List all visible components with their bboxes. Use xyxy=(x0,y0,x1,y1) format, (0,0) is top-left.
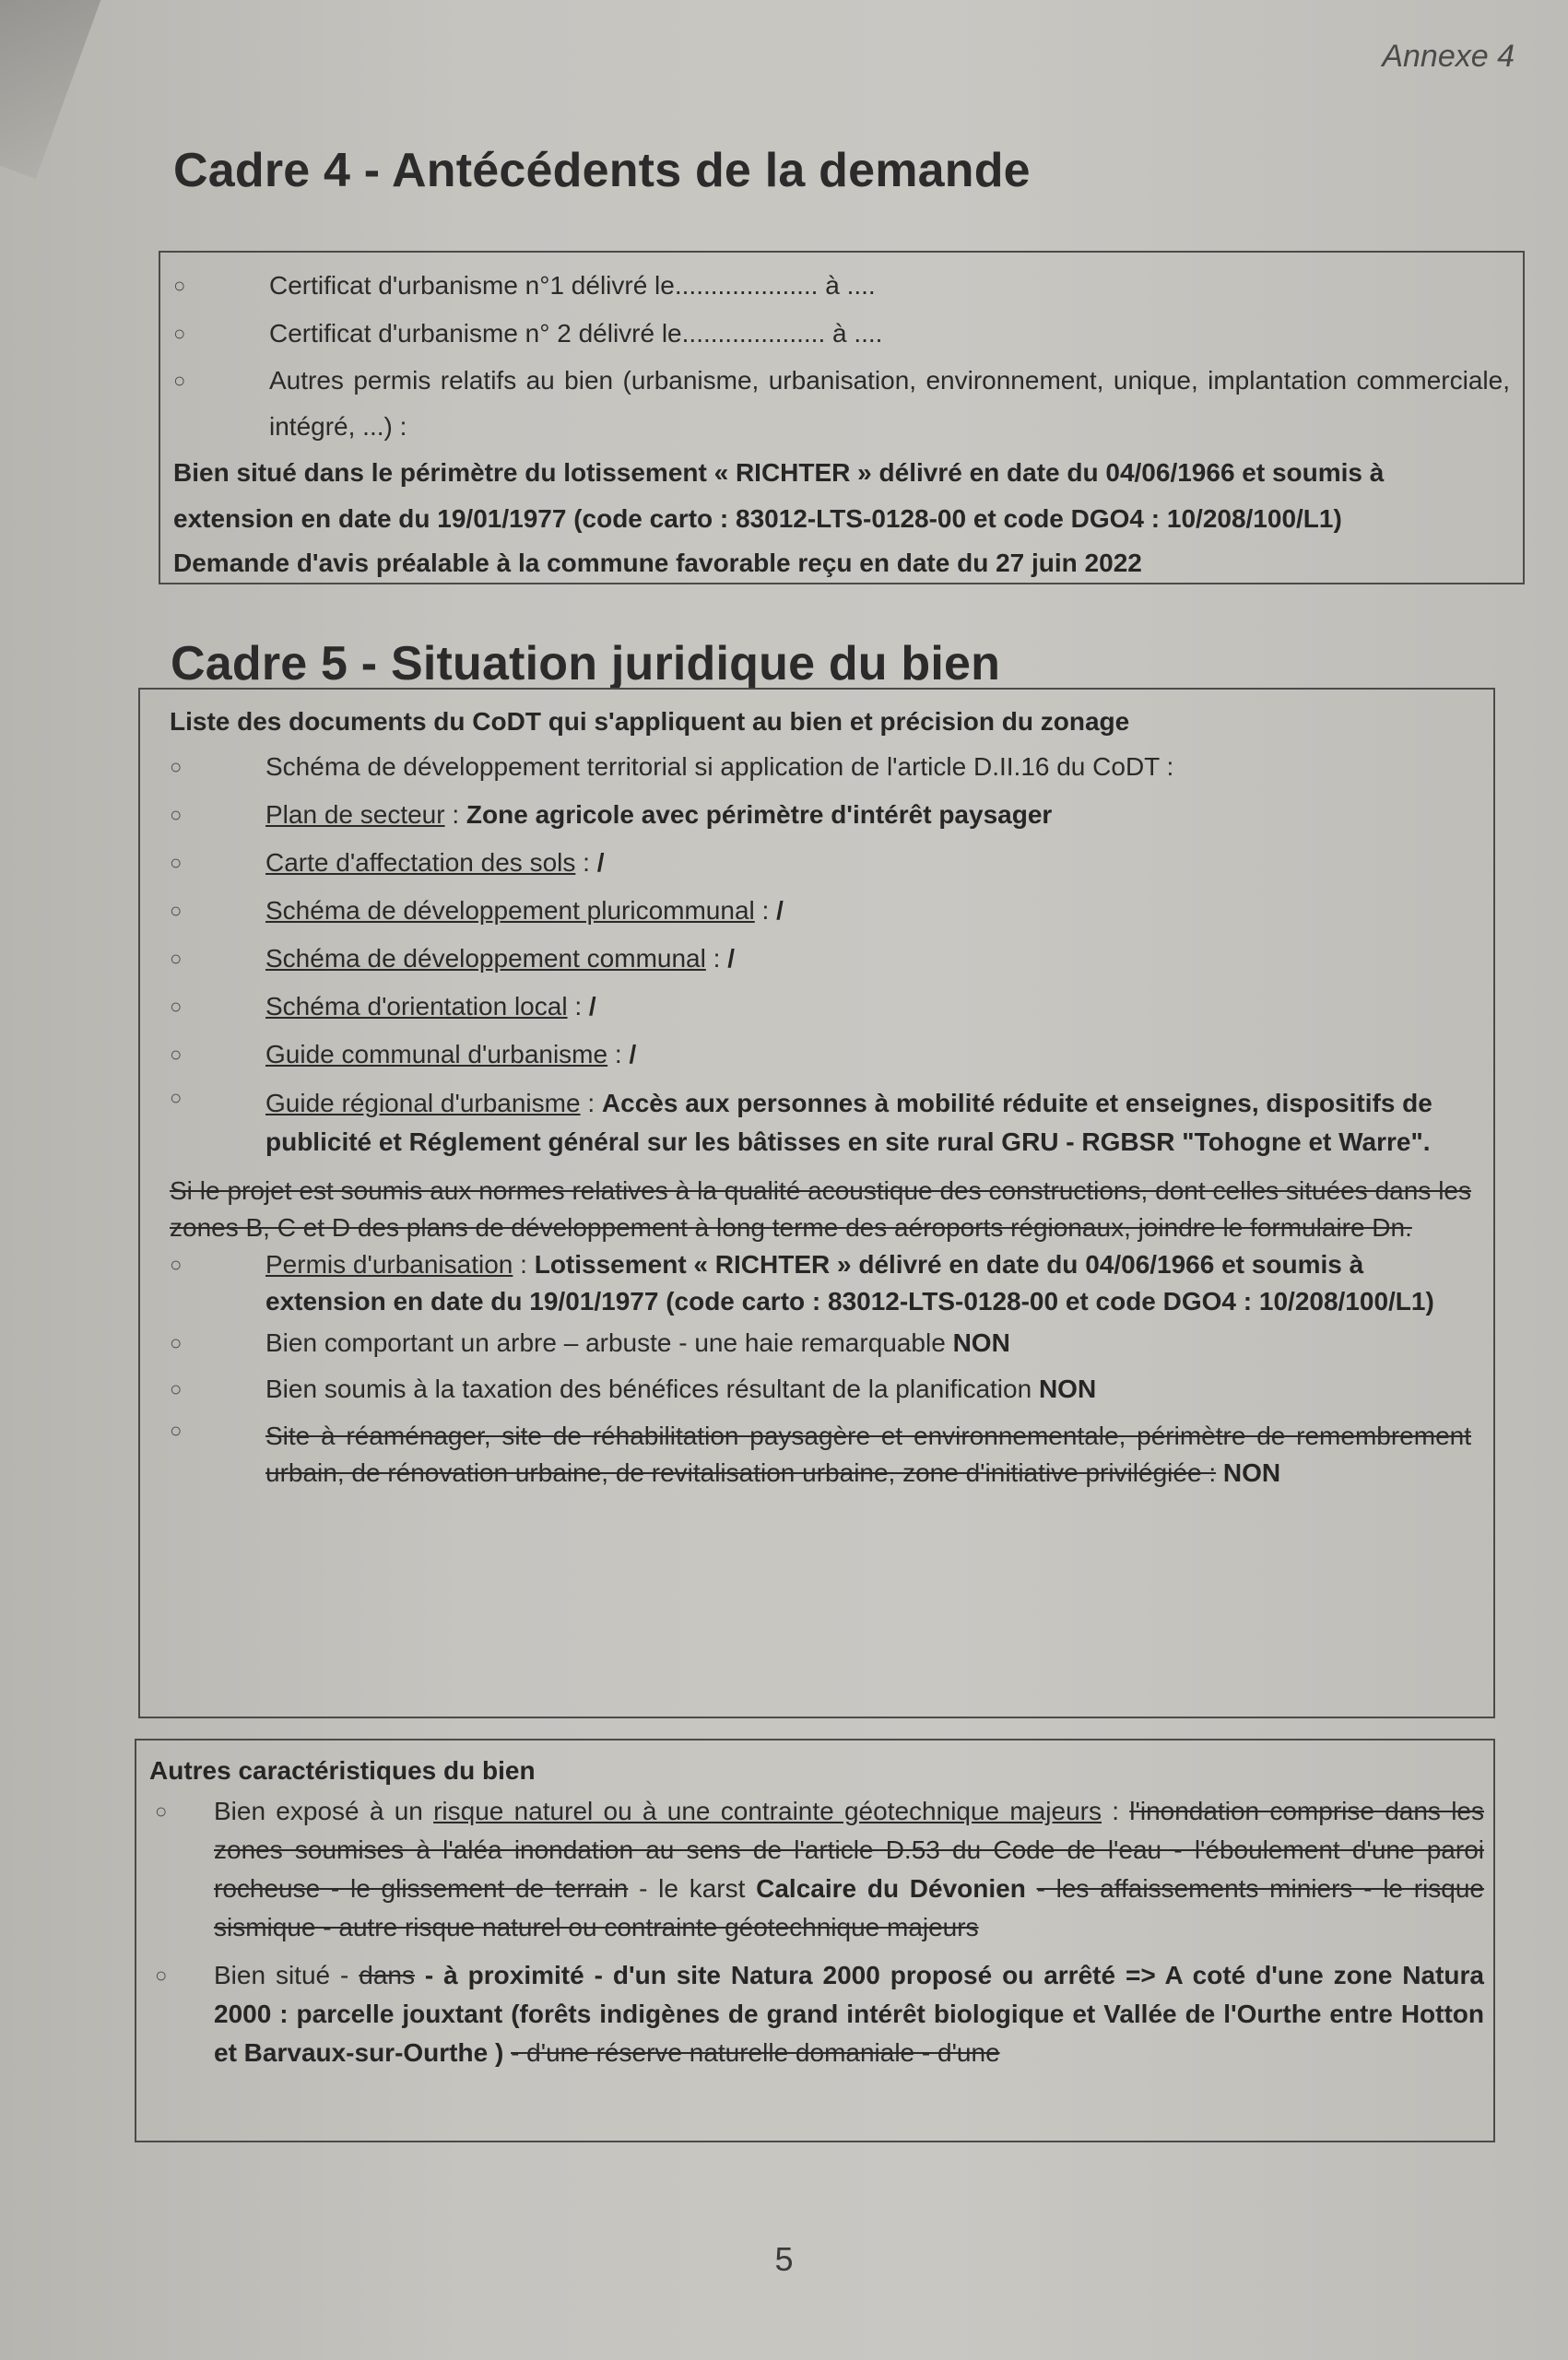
doc-label: Guide régional d'urbanisme xyxy=(265,1089,581,1117)
annex-label: Annexe 4 xyxy=(1382,39,1515,74)
list-item xyxy=(173,262,1510,310)
list-item-text: Certificat d'urbanisme n° 2 délivré le.................... à .... xyxy=(269,319,883,348)
risque-struck-2: - les affaissements miniers - le risque sismique - autre risque naturel ou contrainte géotechnique majeurs xyxy=(214,1874,1484,1941)
list-item xyxy=(149,1956,1484,2072)
bullet-icon: ○ xyxy=(170,947,183,970)
list-item: ○ Carte d'affectation des sols : / xyxy=(170,839,1471,887)
list-item: ○ Bien exposé à un risque naturel ou à une contrainte géotechnique majeurs : l'inondation comprise dans les zones soumises à l'aléa inondation au sens de l'article D.53 du Code de l'eau - l'éboulement d'une paroi rocheuse - le glissement de terrain - le karst Calcaire du Dévonien - les affaissements miniers - le risque sismique - autre risque naturel ou contrainte géotechnique majeurs xyxy=(149,1792,1484,1947)
bullet-icon: ○ xyxy=(170,1086,183,1109)
bullet-icon: ○ xyxy=(170,1331,183,1354)
bullet-icon: ○ xyxy=(170,1043,183,1066)
bullet-icon: ○ xyxy=(173,322,186,345)
doc-label: Schéma de développement communal xyxy=(265,944,706,973)
item-value: NON xyxy=(1038,1375,1097,1403)
doc-value: Accès aux personnes à mobilité réduite et enseignes, dispositifs de publicité et Réglement général sur les bâtisses en site rural GRU - RGBSR "Tohogne et Warre". xyxy=(265,1089,1432,1156)
doc-label: Schéma de développement pluricommunal xyxy=(265,896,755,925)
item-value: NON xyxy=(1222,1458,1281,1487)
doc-value: / xyxy=(588,992,596,1021)
doc-label: Carte d'affectation des sols xyxy=(265,848,576,877)
bullet-icon: ○ xyxy=(170,995,183,1018)
list-item-text: Autres permis relatifs au bien (urbanisme, urbanisation, environnement, unique, implantation commerciale, intégré, ...) : xyxy=(269,366,1510,441)
natura-struck-2: - d'une réserve naturelle domaniale - d'une xyxy=(511,2038,1000,2067)
list-item: ○ Guide régional d'urbanisme : Accès aux personnes à mobilité réduite et enseignes, dispositifs de publicité et Réglement général sur les bâtisses en site rural GRU - RGBSR "Tohogne et Warre". xyxy=(170,1079,1471,1162)
risque-prefix: Bien exposé à un xyxy=(214,1797,423,1825)
item-value: NON xyxy=(952,1328,1010,1357)
list-item: ○ Schéma de développement pluricommunal : / xyxy=(170,887,1471,935)
bullet-icon: ○ xyxy=(170,899,183,922)
item-label: Site à réaménager, site de réhabilitation paysagère et environnementale, périmètre de remembrement urbain, de rénovation urbaine, de revitalisation urbaine, zone d'initiative privilégiée : xyxy=(265,1422,1471,1487)
list-item xyxy=(170,1366,1471,1412)
list-item-text: Schéma de développement territorial si application de l'article D.II.16 du CoDT : xyxy=(265,752,1174,781)
doc-value: Lotissement « RICHTER » délivré en date du 04/06/1966 et soumis à extension en date du 19/01/1977 (code carto : 83012-LTS-0128-00 et code DGO4 : 10/208/100/L1) xyxy=(265,1250,1434,1316)
cadre5-subtitle: Liste des documents du CoDT qui s'appliquent au bien et précision du zonage xyxy=(170,707,1130,736)
autres-title: Autres caractéristiques du bien xyxy=(149,1756,536,1785)
list-item: ○ Schéma de développement communal : / xyxy=(170,935,1471,983)
cadre5-box xyxy=(138,688,1495,1718)
avis-note: Demande d'avis préalable à la commune favorable reçu en date du 27 juin 2022 xyxy=(173,549,1142,577)
doc-value: / xyxy=(776,896,784,925)
risque-struck-1: l'inondation comprise dans les zones soumises à l'aléa inondation au sens de l'article D.53 du Code de l'eau - l'éboulement d'une paroi rocheuse - le glissement de terrain xyxy=(214,1797,1484,1903)
cadre4-box xyxy=(159,251,1525,584)
natura-prefix: Bien situé - xyxy=(214,1961,349,1989)
list-item: ○ Plan de secteur : Zone agricole avec périmètre d'intérêt paysager xyxy=(170,791,1471,839)
item-label: Bien comportant un arbre – arbuste - une haie remarquable xyxy=(265,1328,946,1357)
page-number: 5 xyxy=(774,2240,794,2278)
doc-label: Schéma d'orientation local xyxy=(265,992,568,1021)
section-title-cadre4: Cadre 4 - Antécédents de la demande xyxy=(173,144,1031,197)
doc-value: Zone agricole avec périmètre d'intérêt paysager xyxy=(466,800,1053,829)
risque-sep: - le karst xyxy=(639,1874,746,1903)
item-label: Bien soumis à la taxation des bénéfices résultant de la planification xyxy=(265,1375,1032,1403)
lotissement-note: Bien situé dans le périmètre du lotissement « RICHTER » délivré en date du 04/06/1966 et soumis à extension en date du 19/01/1977 (code carto : 83012-LTS-0128-00 et code DGO4 : 10/208/100/L1) xyxy=(173,458,1385,533)
doc-label: Permis d'urbanisation xyxy=(265,1250,513,1279)
acoustique-note: Si le projet est soumis aux normes relatives à la qualité acoustique des constructions, dont celles situées dans les zones B, C et D des plans de développement à long terme des aéroports régionaux, joindre le formulaire Dn. xyxy=(170,1176,1471,1242)
autres-box xyxy=(135,1739,1495,2142)
bullet-icon: ○ xyxy=(170,851,183,874)
bullet-icon: ○ xyxy=(155,1800,168,1823)
risque-karst: Calcaire du Dévonien xyxy=(756,1874,1026,1903)
bullet-icon: ○ xyxy=(170,755,183,778)
bullet-icon: ○ xyxy=(155,1964,168,1987)
natura-text: - à proximité - d'un site Natura 2000 proposé ou arrêté => A coté d'une zone Natura 2000 : parcelle jouxtant (forêts indigènes de grand intérêt biologique et Vallée de l'Ourthe entre Hotton et Barvaux-sur-Ourthe ) xyxy=(214,1961,1484,2067)
doc-label: Guide communal d'urbanisme xyxy=(265,1040,608,1068)
list-item: ○ Schéma d'orientation local : / xyxy=(170,983,1471,1031)
bullet-icon: ○ xyxy=(173,274,186,297)
bullet-icon: ○ xyxy=(173,369,186,392)
list-item: ○ Permis d'urbanisation : Lotissement « RICHTER » délivré en date du 04/06/1966 et soumis à extension en date du 19/01/1977 (code carto : 83012-LTS-0128-00 et code DGO4 : 10/208/100/L1) xyxy=(170,1246,1471,1320)
section-title-cadre5: Cadre 5 - Situation juridique du bien xyxy=(171,637,1001,690)
doc-label: Plan de secteur xyxy=(265,800,445,829)
doc-value: / xyxy=(727,944,735,973)
natura-struck-1: dans xyxy=(359,1961,415,1989)
list-item xyxy=(173,358,1510,450)
bullet-icon: ○ xyxy=(170,1253,183,1276)
list-item xyxy=(170,743,1471,791)
list-item xyxy=(170,1320,1471,1366)
list-item: ○ Guide communal d'urbanisme : / xyxy=(170,1031,1471,1079)
bullet-icon: ○ xyxy=(170,1377,183,1400)
list-item xyxy=(170,1412,1471,1492)
doc-value: / xyxy=(629,1040,637,1068)
list-item xyxy=(173,310,1510,358)
doc-value: / xyxy=(596,848,605,877)
risque-link: risque naturel ou à une contrainte géotechnique majeurs xyxy=(433,1797,1102,1825)
list-item-text: Certificat d'urbanisme n°1 délivré le.................... à .... xyxy=(269,271,876,300)
bullet-icon: ○ xyxy=(170,803,183,826)
bullet-icon: ○ xyxy=(170,1419,183,1442)
